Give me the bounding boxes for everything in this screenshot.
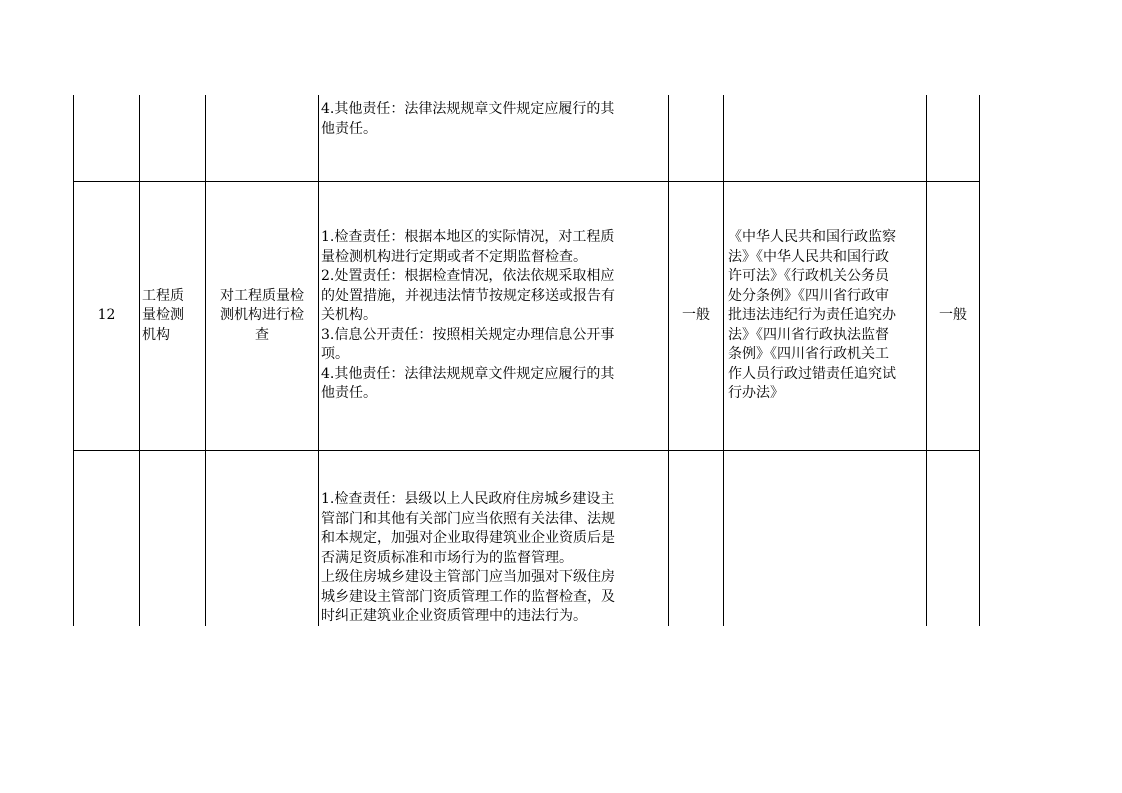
level2-cell (927, 182, 979, 450)
item-cell (206, 182, 318, 450)
responsibility-cell (319, 182, 668, 450)
column-border (979, 95, 980, 626)
level-text: 一般 (682, 307, 710, 324)
level-cell (669, 182, 723, 450)
responsibility-cell-continued: 4.其他责任：法律法规规章文件规定应履行的其 他责任。 (321, 101, 615, 137)
legal-basis-cell (724, 182, 926, 450)
responsibility-text: 1.检查责任：根据本地区的实际情况，对工程质 量检测机构进行定期或者不定期监督检查。 2.处置责任：根据检查情况，依法依规采取相应 的处置措施，并视违法情节按规定移送或报告有 关机构。 3.信息公开责任：按照相关规定办理信息公开事 项。 4.其他责任：法律法规规章文件规定应履行的其 他责任。 (321, 229, 615, 402)
item-text: 对工程质量检 测机构进行检 查 (220, 287, 304, 343)
row-number: 12 (97, 307, 116, 324)
row-border (73, 450, 980, 451)
legal-basis-text: 《中华人民共和国行政监察 法》《中华人民共和国行政 许可法》《行政机关公务员 处分条例》《四川省行政审 批违法违纪行为责任追究办 法》《四川省行政执法监督 条例》《四川省行政机关工 作人员行政过错责任追究试 行办法》 (728, 229, 896, 402)
responsibility-table (73, 95, 980, 626)
category-text: 工程质 量检测 机构 (142, 287, 184, 343)
responsibility-cell-next: 1.检查责任：县级以上人民政府住房城乡建设主 管部门和其他有关部门应当依照有关法律、法规 和本规定，加强对企业取得建筑业企业资质后是 否满足资质标准和市场行为的监督管理。 上级住房城乡建设主管部门应当加强对下级住房 城乡建设主管部门资质管理工作的监督检查，及 时纠正建筑业企业资质管理中的违法行为。 (321, 491, 615, 624)
row-number-cell (74, 182, 139, 450)
category-cell (140, 182, 205, 450)
level2-text: 一般 (939, 307, 967, 324)
